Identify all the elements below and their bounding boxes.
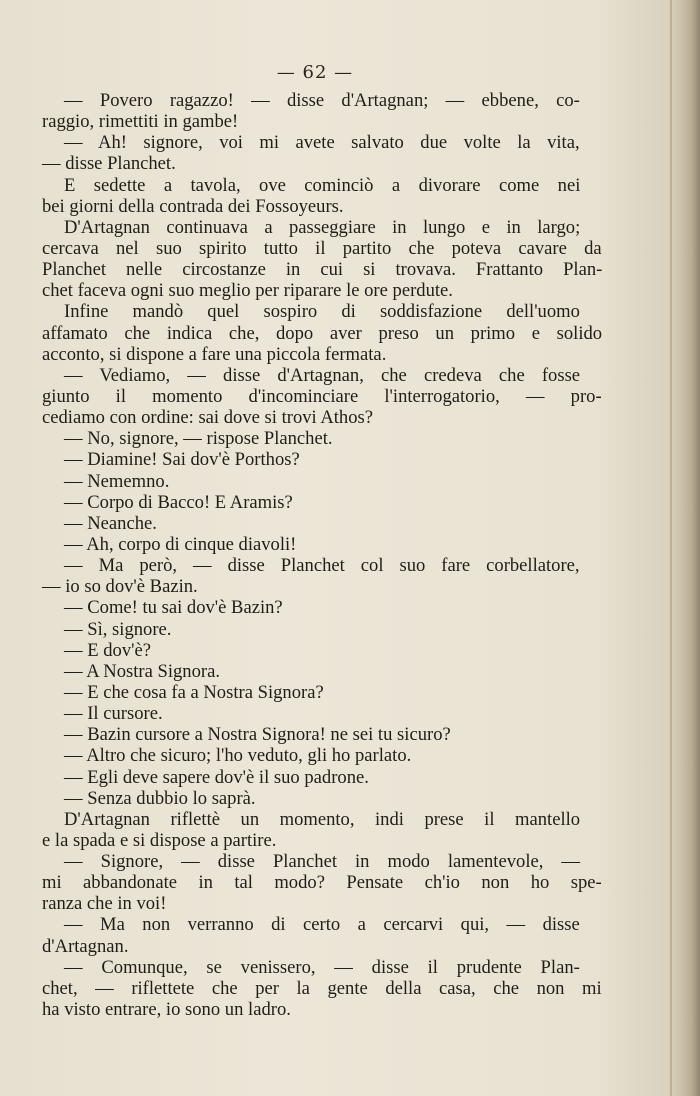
text-line: — Altro che sicuro; l'ho veduto, gli ho parlato. <box>64 745 412 767</box>
text-line: — E che cosa fa a Nostra Signora? <box>64 681 324 703</box>
text-line: acconto, si dispone a fare una piccola fermata. <box>42 343 387 365</box>
text-line: mi abbandonate in tal modo? Pensate ch'io non ho spe- <box>42 872 602 894</box>
text-line: chet faceva ogni suo meglio per riparare le ore perdute. <box>42 280 453 302</box>
text-line: D'Artagnan continuava a passeggiare in lungo e in largo; <box>64 216 581 238</box>
text-line: ha visto entrare, io sono un ladro. <box>42 999 291 1021</box>
text-line: affamato che indica che, dopo aver preso un primo e solido <box>42 322 603 344</box>
text-line: — Egli deve sapere dov'è il suo padrone. <box>64 766 369 788</box>
page-fold-line <box>670 0 672 1096</box>
text-line: bei giorni della contrada dei Fossoyeurs. <box>42 195 344 217</box>
text-line: — Diamine! Sai dov'è Porthos? <box>64 449 300 471</box>
text-line: — Povero ragazzo! — disse d'Artagnan; — ebbene, co- <box>64 90 580 111</box>
text-line: — io so dov'è Bazin. <box>42 576 198 598</box>
text-line: — Comunque, se venissero, — disse il prudente Plan- <box>64 956 580 978</box>
text-line: — Senza dubbio lo saprà. <box>64 787 256 809</box>
text-line: chet, — riflettete che per la gente della casa, che non mi <box>42 977 602 999</box>
text-line: cercava nel suo spirito tutto il partito che poteva cavare da <box>42 237 602 259</box>
text-line: D'Artagnan riflettè un momento, indi prese il mantello <box>64 808 581 830</box>
page-number: — 62 — <box>276 62 354 83</box>
text-line: — Il cursore. <box>64 703 163 725</box>
text-line: — No, signore, — rispose Planchet. <box>64 428 333 450</box>
text-line: — Nememno. <box>64 470 170 492</box>
text-line: cediamo con ordine: sai dove si trovi Athos? <box>42 407 374 429</box>
text-line: — Ma non verranno di certo a cercarvi qui, — disse <box>64 914 580 936</box>
page-text-block <box>42 90 602 1020</box>
text-line: — Bazin cursore a Nostra Signora! ne sei tu sicuro? <box>64 724 451 746</box>
text-line: — Come! tu sai dov'è Bazin? <box>64 597 283 619</box>
text-line: raggio, rimettiti in gambe! <box>42 111 239 133</box>
text-line: Planchet nelle circostanze in cui si trovava. Frattanto Plan- <box>42 259 603 281</box>
text-line: — A Nostra Signora. <box>64 660 220 682</box>
text-line: — Neanche. <box>64 512 157 534</box>
text-line: — Ma però, — disse Planchet col suo fare corbellatore, <box>64 555 580 577</box>
text-line: — Signore, — disse Planchet in modo lamentevole, — <box>64 851 580 873</box>
text-line: E sedette a tavola, ove cominciò a divorare come nei <box>64 174 581 196</box>
text-line: giunto il momento d'incominciare l'interrogatorio, — pro- <box>42 385 602 407</box>
text-line: — Corpo di Bacco! E Aramis? <box>64 491 293 513</box>
text-line: e la spada e si dispose a partire. <box>42 829 277 851</box>
text-line: — disse Planchet. <box>42 153 176 175</box>
text-line: — Ah, corpo di cinque diavoli! <box>64 533 297 555</box>
text-line: — Sì, signore. <box>64 618 172 640</box>
text-line: ranza che in voi! <box>42 893 167 915</box>
text-line: — E dov'è? <box>64 639 151 661</box>
text-line: Infine mandò quel sospiro di soddisfazione dell'uomo <box>64 301 580 323</box>
text-line: d'Artagnan. <box>42 935 129 957</box>
text-line: — Vediamo, — disse d'Artagnan, che credeva che fosse <box>64 364 581 386</box>
text-line: — Ah! signore, voi mi avete salvato due volte la vita, <box>64 132 580 154</box>
